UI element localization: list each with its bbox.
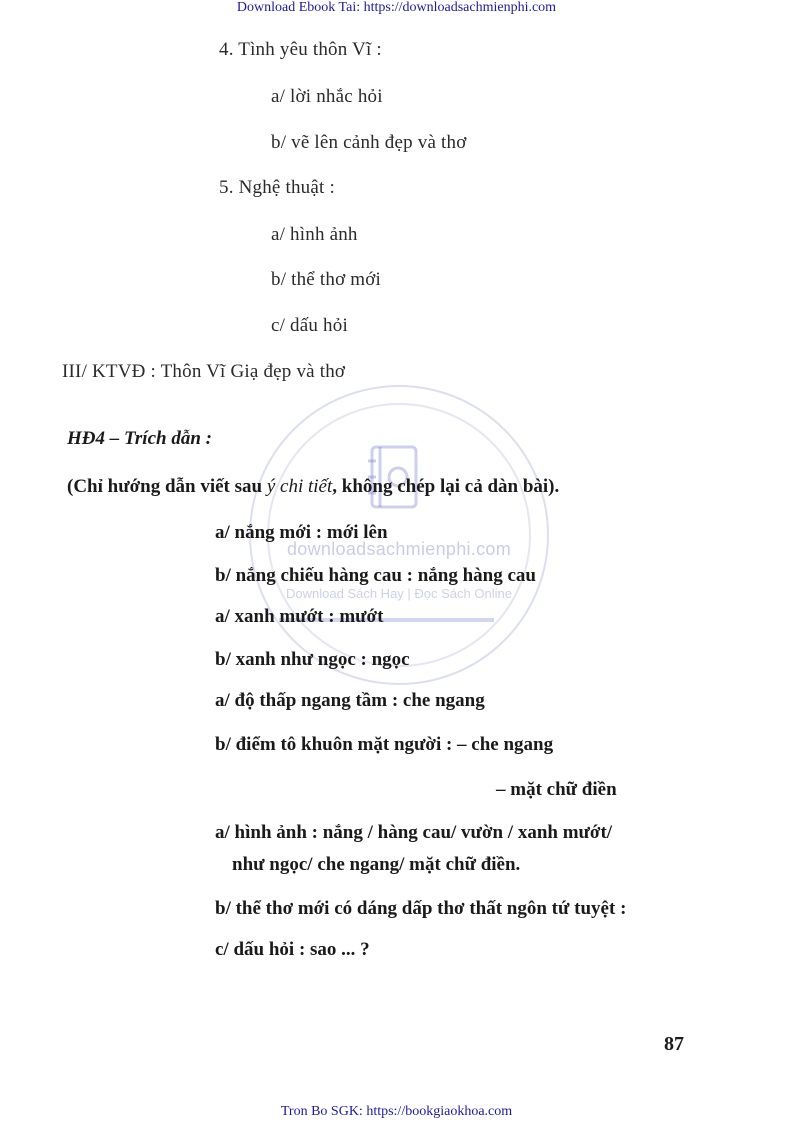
item-5-a: a/ hình ảnh [271, 224, 358, 245]
quote-2: b/ nắng chiếu hàng cau : nắng hàng cau [215, 565, 536, 586]
item-5-b: b/ thể thơ mới [271, 269, 381, 290]
item-4: 4. Tình yêu thôn Vĩ : [219, 39, 382, 60]
note-italic: ý chi tiết [266, 476, 333, 497]
footer-link[interactable]: Tron Bo SGK: https://bookgiaokhoa.com [280, 1104, 513, 1119]
quote-4: b/ xanh như ngọc : ngọc [215, 649, 410, 670]
header-download-link[interactable]: Download Ebook Tai: https://downloadsachmienphi.com [236, 0, 557, 15]
quote-1: a/ nắng mới : mới lên [215, 522, 388, 543]
quote-6: b/ điểm tô khuôn mặt người : – che ngang [215, 734, 554, 755]
quote-7-continued: như ngọc/ che ngang/ mặt chữ điền. [232, 854, 521, 875]
quote-9: c/ dấu hỏi : sao ... ? [215, 939, 370, 960]
quote-8: b/ thể thơ mới có dáng dấp thơ thất ngôn tứ tuyệt : [215, 898, 627, 919]
instruction-note [67, 475, 559, 499]
watermark-site: downloadsachmienphi.com [286, 539, 512, 559]
quote-3: a/ xanh mướt : mướt [215, 606, 384, 627]
item-4-b: b/ vẽ lên cảnh đẹp và thơ [271, 132, 467, 153]
item-4-a: a/ lời nhắc hỏi [271, 86, 383, 107]
quote-6-continued: – mặt chữ điền [496, 779, 617, 800]
note-end: , không chép lại cả dàn bài). [332, 476, 560, 497]
note-start: (Chỉ hướng dẫn viết sau [67, 476, 267, 497]
watermark-tagline: Download Sách Hay | Đọc Sách Online [286, 586, 512, 601]
quote-7: a/ hình ảnh : nắng / hàng cau/ vườn / xanh mướt/ [215, 822, 613, 843]
item-5-c: c/ dấu hỏi [271, 315, 348, 336]
section-3: III/ KTVĐ : Thôn Vĩ Giạ đẹp và thơ [62, 361, 346, 382]
quote-5: a/ độ thấp ngang tầm : che ngang [215, 690, 485, 711]
hd4-heading: HĐ4 – Trích dẫn : [67, 428, 212, 449]
item-5: 5. Nghệ thuật : [219, 177, 335, 198]
page-number: 87 [664, 1033, 684, 1055]
